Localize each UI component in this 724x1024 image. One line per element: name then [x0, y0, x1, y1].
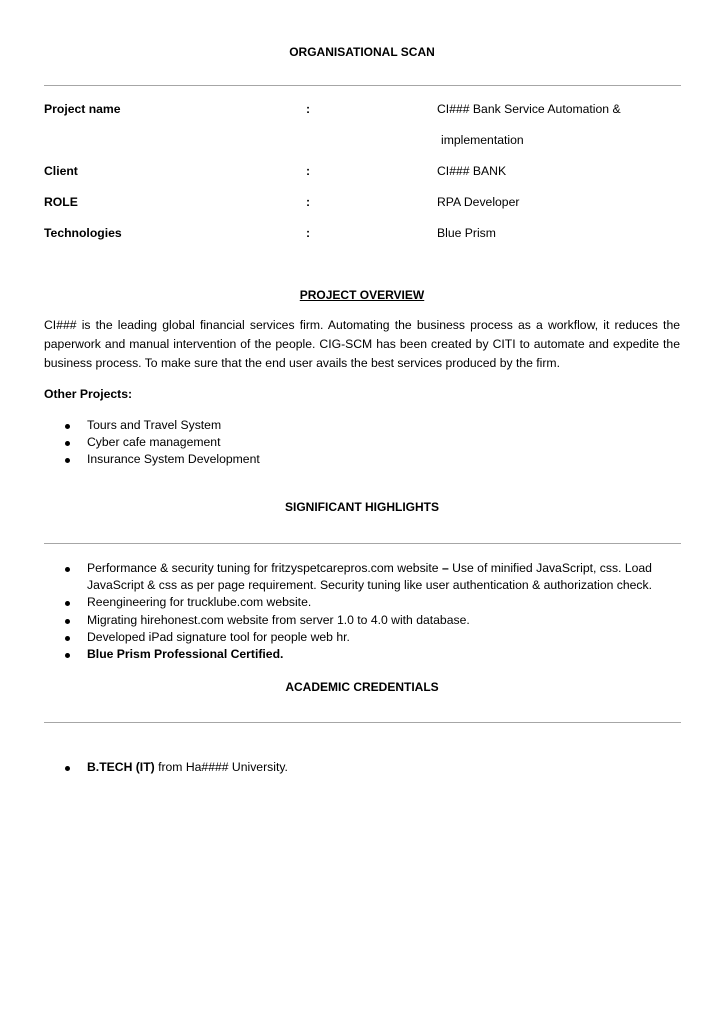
list-item-text: Developed iPad signature tool for people web hr. — [87, 629, 350, 644]
list-item — [44, 629, 674, 646]
overview-paragraph: CI### is the leading global financial services firm. Automating the business process as a workflow, it reduces the paperwork and manual intervention of the people. CIG-SCM has been created by CITI to automate and expedite the business process. To make sure that the end user avails the best services produced by the firm. — [44, 318, 680, 370]
bullet-icon — [65, 636, 70, 641]
list-item — [44, 759, 674, 776]
bullet-icon — [65, 441, 70, 446]
section-title-organisational-scan: ORGANISATIONAL SCAN — [289, 45, 435, 59]
colon: : — [306, 195, 311, 209]
bullet-icon — [65, 458, 70, 463]
other-projects-heading: Other Projects: — [44, 387, 133, 401]
role-label: ROLE — [44, 195, 78, 209]
colon: : — [306, 226, 311, 240]
bullet-icon — [65, 619, 70, 624]
list-item-text: Use of minified JavaScript, css. Load JavaScript & css as per page requirement. Security tuning like user authentication & authorization check. — [87, 561, 652, 593]
list-item-text: Insurance System Development — [87, 452, 260, 467]
section-title-project-overview: PROJECT OVERVIEW — [299, 288, 425, 302]
bullet-icon — [65, 424, 70, 429]
client-value: CI### BANK — [437, 164, 507, 178]
list-item-text: Migrating hirehonest.com website from server 1.0 to 4.0 with database. — [87, 612, 470, 627]
bullet-icon — [65, 567, 70, 572]
list-item — [44, 594, 674, 611]
other-projects-list — [44, 417, 674, 469]
list-item — [44, 434, 674, 451]
divider — [44, 85, 681, 86]
colon: : — [306, 164, 311, 178]
client-label: Client — [44, 164, 78, 178]
list-item-text: Performance & security tuning for fritzyspetcarepros.com website — [87, 561, 442, 575]
academic-list — [44, 759, 674, 776]
role-value: RPA Developer — [437, 195, 520, 209]
list-item-text: Cyber cafe management — [87, 435, 221, 450]
project-name-label: Project name — [44, 102, 121, 116]
degree: B.TECH (IT) — [87, 760, 155, 774]
technologies-value: Blue Prism — [437, 226, 496, 240]
section-title-academic-credentials: ACADEMIC CREDENTIALS — [285, 680, 439, 694]
dash: – — [441, 561, 449, 575]
list-item — [44, 560, 674, 594]
section-title-significant-highlights: SIGNIFICANT HIGHLIGHTS — [285, 500, 439, 514]
project-name-value: CI### Bank Service Automation & — [437, 102, 621, 116]
highlights-list — [44, 560, 674, 663]
divider — [44, 543, 681, 544]
bullet-icon — [65, 601, 70, 606]
list-item — [44, 417, 674, 434]
list-item — [44, 451, 674, 468]
list-item-text: Reengineering for trucklube.com website. — [87, 595, 312, 610]
list-item-text: Tours and Travel System — [87, 418, 222, 432]
list-item — [44, 646, 674, 663]
technologies-label: Technologies — [44, 226, 122, 240]
bullet-icon — [65, 653, 70, 658]
list-item-text: from Ha#### University. — [154, 760, 288, 774]
list-item-text: Blue Prism Professional Certified. — [87, 647, 284, 662]
list-item — [44, 612, 674, 629]
bullet-icon — [65, 766, 70, 771]
divider — [44, 722, 681, 723]
project-name-value-cont: implementation — [441, 133, 524, 147]
colon: : — [306, 102, 311, 116]
